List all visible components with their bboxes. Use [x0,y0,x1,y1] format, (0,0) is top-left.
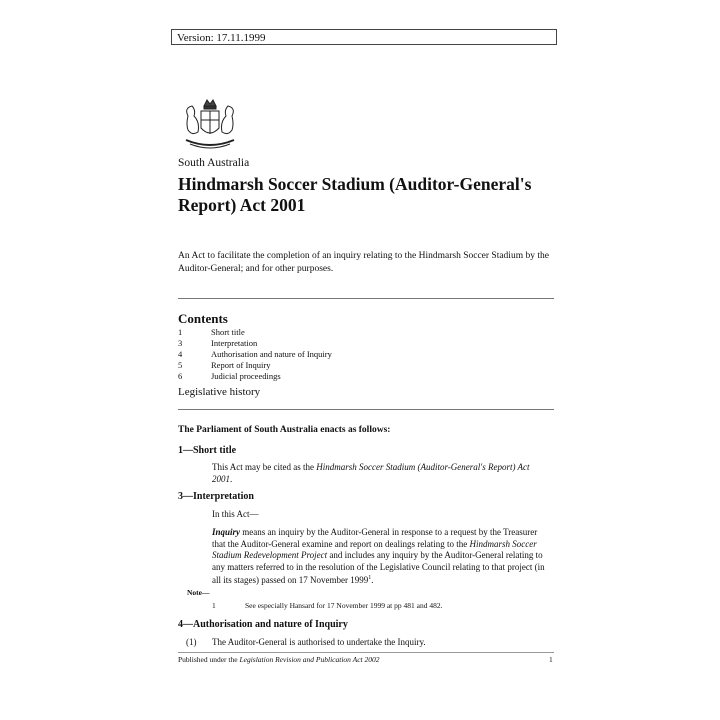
toc-item[interactable] [178,371,332,382]
contents-list [178,327,332,382]
footer-publication [178,655,380,664]
toc-label: Judicial proceedings [211,371,281,381]
toc-number: 5 [178,360,183,370]
note-number: 1 [212,601,216,610]
section-1-heading: 1—Short title [178,445,237,456]
definition-text-c: . [371,575,374,585]
coat-of-arms-icon [180,96,240,154]
toc-label: Short title [211,327,245,337]
toc-item[interactable] [178,327,332,338]
toc-item[interactable] [178,360,332,371]
project-name: Hindmarsh Soccer Stadium Redevelopment Project [212,538,537,560]
footer-act-name: Legislation Revision and Publication Act 2002 [239,655,380,664]
defined-term: Inquiry [212,527,241,537]
page-number: 1 [549,655,553,664]
toc-label: Report of Inquiry [211,360,271,370]
section-1-text [212,462,552,485]
toc-label: Authorisation and nature of Inquiry [211,349,332,359]
inquiry-definition [212,527,552,587]
note-text: See especially Hansard for 17 November 1999 at pp 481 and 482. [245,601,443,610]
section-1-text-b: . [230,473,233,484]
footnote-marker: 1 [368,575,372,581]
note-item [212,601,442,610]
section-3-intro: In this Act— [212,509,259,519]
definition-text-a: means an inquiry by the Auditor-General in response to a request by the Treasurer that the Auditor-General examine and report on dealings relating to the [212,527,538,549]
jurisdiction: South Australia [178,157,250,169]
toc-number: 1 [178,327,183,337]
act-citation: Hindmarsh Soccer Stadium (Auditor-General's Report) Act 2001 [212,462,530,484]
note-label: Note— [187,588,210,597]
toc-item[interactable] [178,338,332,349]
long-title: An Act to facilitate the completion of an inquiry relating to the Hindmarsh Soccer Stadium by the Auditor-General; and for other purposes. [178,251,549,274]
contents-heading: Contents [178,311,228,326]
section-1-text-a: This Act may be cited as the [212,462,317,472]
enacting-formula: The Parliament of South Australia enacts as follows: [178,425,391,435]
version-box: Version: 17.11.1999 [171,29,557,45]
toc-label: Interpretation [211,338,258,348]
footer-divider [178,652,554,653]
divider [178,298,554,299]
subsection-text: The Auditor-General is authorised to undertake the Inquiry. [212,637,426,647]
toc-number: 4 [178,349,183,359]
toc-number: 6 [178,371,183,381]
subsection-number: (1) [186,637,197,647]
act-title: Hindmarsh Soccer Stadium (Auditor-General's Report) Act 2001 [178,174,532,215]
definition-text-b: and includes any inquiry by the Auditor-General relating to any matters referred to in the resolution of the Legislative Council relating to that project (in all its stages) passed on 17 November 1999 [212,550,545,585]
legislative-history-link[interactable]: Legislative history [178,386,261,398]
footer-text: Published under the [178,655,240,664]
section-3-heading: 3—Interpretation [178,491,254,502]
toc-item[interactable] [178,349,332,360]
divider [178,409,554,410]
toc-number: 3 [178,338,183,348]
section-4-heading: 4—Authorisation and nature of Inquiry [178,619,348,630]
